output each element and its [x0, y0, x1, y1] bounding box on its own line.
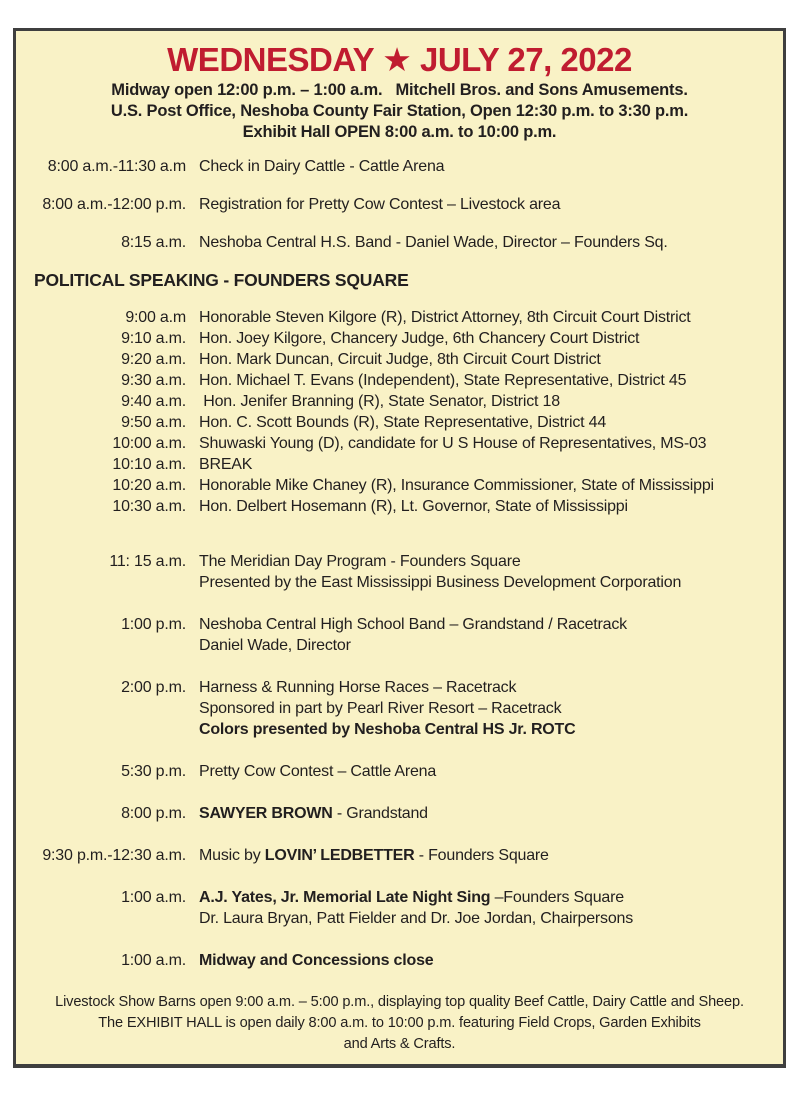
event-time: 11: 15 a.m. — [109, 553, 186, 570]
event-description-line — [199, 614, 627, 635]
schedule-event-row — [34, 614, 765, 656]
event-time: 5:30 p.m. — [121, 763, 186, 780]
event-text: Hon. Michael T. Evans (Independent), State Representative, District 45 — [199, 372, 687, 389]
event-time: 1:00 a.m. — [121, 952, 186, 969]
footer-note — [34, 992, 765, 1055]
event-description — [199, 454, 252, 475]
schedule-event-row — [34, 391, 765, 412]
section-heading: POLITICAL SPEAKING - FOUNDERS SQUARE — [34, 270, 409, 290]
event-description-line — [199, 551, 681, 572]
event-description-line — [199, 194, 560, 215]
event-text: Neshoba Central High School Band – Grandstand / Racetrack — [199, 616, 627, 633]
event-text: Sponsored in part by Pearl River Resort – Racetrack — [199, 700, 562, 717]
event-description — [199, 232, 668, 253]
event-description-line — [199, 698, 575, 719]
schedule-gap — [34, 517, 765, 551]
event-time: 9:50 a.m. — [121, 414, 186, 431]
event-description — [199, 156, 444, 177]
event-time: 9:10 a.m. — [121, 330, 186, 347]
event-description — [199, 433, 706, 454]
schedule-event-row — [34, 412, 765, 433]
schedule-event-row — [34, 433, 765, 454]
event-time: 10:30 a.m. — [112, 498, 186, 515]
event-description — [199, 677, 575, 740]
event-time: 8:15 a.m. — [121, 234, 186, 251]
event-description-line — [199, 156, 444, 177]
event-time: 8:00 a.m.-11:30 a.m — [47, 158, 186, 175]
event-description — [199, 194, 560, 215]
page-title: WEDNESDAY ★ JULY 27, 2022 — [167, 41, 632, 78]
event-description-line — [199, 761, 436, 782]
schedule-event-row — [34, 370, 765, 391]
subtitle-line: Exhibit Hall OPEN 8:00 a.m. to 10:00 p.m. — [242, 123, 557, 141]
event-description-line — [199, 950, 433, 971]
event-description — [199, 845, 549, 866]
event-description — [199, 307, 691, 328]
event-text: Hon. Jenifer Branning (R), State Senator, District 18 — [199, 393, 560, 410]
event-description — [199, 496, 628, 517]
event-text: - Founders Square — [414, 847, 549, 864]
event-description-line — [199, 370, 686, 391]
event-description-line — [199, 845, 549, 866]
schedule-event-row — [34, 349, 765, 370]
event-time: 9:30 a.m. — [121, 372, 186, 389]
schedule-event-row — [34, 761, 765, 782]
schedule-event-row — [34, 194, 765, 215]
event-time: 8:00 p.m. — [121, 805, 186, 822]
event-description — [199, 412, 606, 433]
event-description-line — [199, 908, 633, 929]
event-description-line — [199, 475, 714, 496]
event-text: Registration for Pretty Cow Contest – Livestock area — [199, 196, 561, 213]
schedule-event-row — [34, 677, 765, 740]
schedule-event-row — [34, 887, 765, 929]
event-text-bold: Midway and Concessions close — [199, 952, 434, 969]
event-description-line — [199, 635, 627, 656]
schedule-event-row — [34, 307, 765, 328]
footer-line: The EXHIBIT HALL is open daily 8:00 a.m. to 10:00 p.m. featuring Field Crops, Garden Exhibits — [98, 1015, 701, 1031]
event-time: 2:00 p.m. — [121, 679, 186, 696]
footer-line: and Arts & Crafts. — [343, 1036, 456, 1052]
event-description — [199, 370, 686, 391]
event-description — [199, 328, 639, 349]
schedule-list — [34, 156, 765, 971]
event-description-line — [199, 572, 681, 593]
event-description-line — [199, 454, 252, 475]
event-description-line — [199, 328, 639, 349]
event-description-line — [199, 433, 706, 454]
event-description-line — [199, 349, 601, 370]
subtitle-line: Midway open 12:00 p.m. – 1:00 a.m. Mitchell Bros. and Sons Amusements. — [111, 81, 688, 99]
event-text: Hon. Delbert Hosemann (R), Lt. Governor, State of Mississippi — [199, 498, 628, 515]
event-description-line — [199, 232, 668, 253]
event-text: BREAK — [199, 456, 253, 473]
event-text: Honorable Mike Chaney (R), Insurance Commissioner, State of Mississippi — [199, 477, 714, 494]
event-description — [199, 614, 627, 656]
event-description — [199, 391, 560, 412]
event-description-line — [199, 677, 575, 698]
schedule-event-row — [34, 156, 765, 177]
event-text-bold: LOVIN’ LEDBETTER — [264, 847, 415, 864]
event-description-line — [199, 496, 628, 517]
event-text-bold: A.J. Yates, Jr. Memorial Late Night Sing — [199, 889, 495, 906]
schedule-event-row — [34, 803, 765, 824]
schedule-event-row — [34, 845, 765, 866]
fair-schedule-page — [13, 28, 786, 1068]
event-description — [199, 761, 436, 782]
event-time: 9:20 a.m. — [121, 351, 186, 368]
event-description-line — [199, 391, 560, 412]
event-text: The Meridian Day Program - Founders Square — [199, 553, 521, 570]
schedule-event-row — [34, 454, 765, 475]
event-text: Hon. Joey Kilgore, Chancery Judge, 6th Chancery Court District — [199, 330, 640, 347]
event-description — [199, 803, 428, 824]
event-time: 10:00 a.m. — [112, 435, 186, 452]
event-description — [199, 950, 433, 971]
event-text: Pretty Cow Contest – Cattle Arena — [199, 763, 437, 780]
event-description-line — [199, 307, 691, 328]
subtitle-block — [34, 80, 765, 143]
event-text: –Founders Square — [494, 889, 624, 906]
event-text: Harness & Running Horse Races – Racetrack — [199, 679, 517, 696]
event-time: 9:00 a.m — [125, 309, 186, 326]
event-description-line — [199, 412, 606, 433]
event-description-line — [199, 887, 633, 908]
schedule-event-row — [34, 950, 765, 971]
event-text: Daniel Wade, Director — [199, 637, 351, 654]
event-text: - Grandstand — [332, 805, 428, 822]
schedule-event-row — [34, 232, 765, 253]
event-text: Music by — [199, 847, 265, 864]
event-text-bold: Colors presented by Neshoba Central HS Jr. ROTC — [199, 721, 576, 738]
schedule-event-row — [34, 496, 765, 517]
event-time: 1:00 a.m. — [121, 889, 186, 906]
event-time: 10:20 a.m. — [112, 477, 186, 494]
event-text: Hon. Mark Duncan, Circuit Judge, 8th Circuit Court District — [199, 351, 601, 368]
event-text: Honorable Steven Kilgore (R), District Attorney, 8th Circuit Court District — [199, 309, 691, 326]
event-time: 9:40 a.m. — [121, 393, 186, 410]
event-time: 9:30 p.m.-12:30 a.m. — [42, 847, 186, 864]
schedule-event-row — [34, 551, 765, 593]
event-description — [199, 887, 633, 929]
event-description-line — [199, 719, 575, 740]
event-description — [199, 551, 681, 593]
event-time: 1:00 p.m. — [121, 616, 186, 633]
event-text: Presented by the East Mississippi Business Development Corporation — [199, 574, 682, 591]
event-description — [199, 475, 714, 496]
event-text: Dr. Laura Bryan, Patt Fielder and Dr. Joe Jordan, Chairpersons — [199, 910, 634, 927]
subtitle-line: U.S. Post Office, Neshoba County Fair Station, Open 12:30 p.m. to 3:30 p.m. — [110, 102, 689, 120]
event-time: 10:10 a.m. — [112, 456, 186, 473]
footer-line: Livestock Show Barns open 9:00 a.m. – 5:00 p.m., displaying top quality Beef Cattle, Dairy Cattle and Sheep. — [55, 994, 744, 1010]
event-text: Neshoba Central H.S. Band - Daniel Wade, Director – Founders Sq. — [199, 234, 668, 251]
event-time: 8:00 a.m.-12:00 p.m. — [42, 196, 186, 213]
event-text: Hon. C. Scott Bounds (R), State Representative, District 44 — [199, 414, 607, 431]
event-text: Check in Dairy Cattle - Cattle Arena — [199, 158, 445, 175]
event-description-line — [199, 803, 428, 824]
event-text: Shuwaski Young (D), candidate for U S House of Representatives, MS-03 — [199, 435, 707, 452]
event-text-bold: SAWYER BROWN — [199, 805, 333, 822]
event-description — [199, 349, 601, 370]
schedule-event-row — [34, 328, 765, 349]
schedule-event-row — [34, 475, 765, 496]
